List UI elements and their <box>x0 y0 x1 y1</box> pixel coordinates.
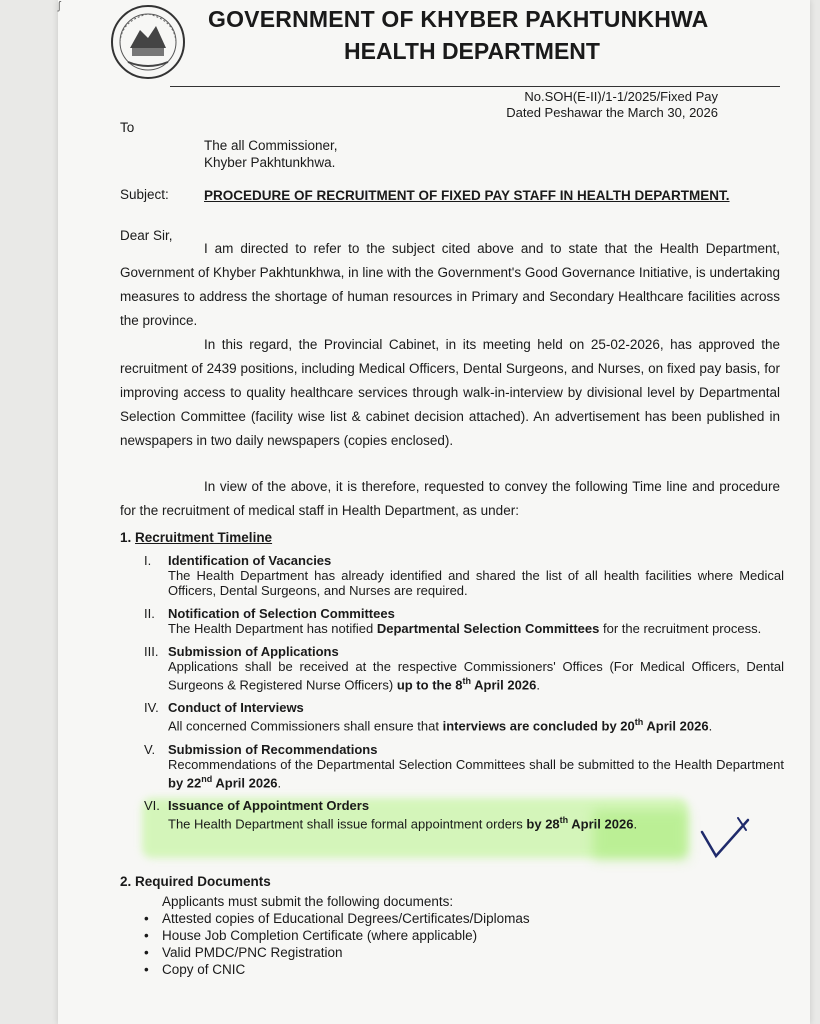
timeline-item <box>144 700 784 733</box>
corner-mark: ʃ <box>58 0 61 12</box>
item-title: Notification of Selection Committees <box>168 606 395 621</box>
item-numeral: II. <box>144 606 155 621</box>
item-text: Recommendations of the Departmental Selection Committees shall be submitted to the Health Department by 22nd April 2026. <box>168 756 784 790</box>
subject-text: PROCEDURE OF RECRUITMENT OF FIXED PAY STAFF IN HEALTH DEPARTMENT. <box>204 188 730 203</box>
addressee-line: Khyber Pakhtunkhwa. <box>204 155 336 170</box>
item-numeral: IV. <box>144 700 159 716</box>
item-numeral: III. <box>144 644 159 659</box>
pen-tick-icon <box>698 814 758 860</box>
reference-block <box>506 89 718 121</box>
item-text: Applications shall be received at the respective Commissioners' Offices (For Medical Officers, Dental Surgeons & Registered Nurse Officers) up to the 8th April 2026. <box>168 659 784 693</box>
timeline-item <box>144 742 784 790</box>
document-item: • Copy of CNIC <box>144 961 744 978</box>
item-title: Submission of Applications <box>168 644 339 659</box>
documents-list <box>144 893 744 978</box>
section-title: Required Documents <box>135 874 271 889</box>
section-number: 2. <box>120 874 132 889</box>
item-text: The Health Department has notified Departmental Selection Committees for the recruitment process. <box>168 621 762 636</box>
header-rule <box>170 86 780 87</box>
item-title: Submission of Recommendations <box>168 741 378 757</box>
item-title: Conduct of Interviews <box>168 700 304 716</box>
section-required-documents <box>120 874 271 889</box>
to-label: To <box>120 120 135 135</box>
paragraph-request: In view of the above, it is therefore, requested to convey the following Time line and procedure for the recruitment of medical staff in Health Department, as under: <box>120 479 780 518</box>
timeline-list <box>144 553 784 839</box>
section-recruitment-timeline <box>120 530 272 545</box>
section-title: Recruitment Timeline <box>135 530 273 545</box>
item-text: All concerned Commissioners shall ensure that interviews are concluded by 20th April 2026. <box>168 717 713 734</box>
section-number: 1. <box>120 530 132 545</box>
timeline-item <box>144 798 784 831</box>
paragraph-cabinet: In this regard, the Provincial Cabinet, in its meeting held on 25-02-2026, has approved the recruitment of 2439 positions, including Medical Officers, Dental Surgeons, and Nurses, on fixed pay basis, for improving access to quality healthcare services through walk-in-interview by divisional level by Departmental Selection Committee (facility wise list & cabinet decision attached). An advertisement has been published in newspapers in two daily newspapers (copies enclosed). <box>120 337 780 448</box>
header-department: HEALTH DEPARTMENT <box>344 38 600 64</box>
documents-intro: Applicants must submit the following documents: <box>162 894 454 909</box>
item-numeral: VI. <box>144 797 160 813</box>
item-numeral: V. <box>144 741 156 757</box>
item-numeral: I. <box>144 553 152 568</box>
government-seal-icon <box>110 4 186 80</box>
document-item: • Attested copies of Educational Degrees/Certificates/Diplomas <box>144 910 744 927</box>
item-text: The Health Department has already identified and shared the list of all health facilities where Medical Officers, Dental Surgeons, and Nurses are required. <box>168 568 784 598</box>
reference-number: No.SOH(E-II)/1-1/2025/Fixed Pay <box>524 89 718 104</box>
subject-label: Subject: <box>120 187 169 202</box>
timeline-item <box>144 644 784 692</box>
document-item: • House Job Completion Certificate (where applicable) <box>144 927 744 944</box>
timeline-item <box>144 553 784 598</box>
header-government: GOVERNMENT OF KHYBER PAKHTUNKHWA <box>208 6 709 32</box>
document-item: • Valid PMDC/PNC Registration <box>144 944 744 961</box>
letter-page <box>58 0 810 1024</box>
addressee-line: The all Commissioner, <box>204 138 338 153</box>
reference-date: Dated Peshawar the March 30, 2026 <box>506 105 718 120</box>
timeline-item <box>144 606 784 636</box>
addressee <box>204 137 338 171</box>
item-title: Identification of Vacancies <box>168 553 332 568</box>
paragraph-intro: I am directed to refer to the subject cited above and to state that the Health Department, Government of Khyber Pakhtunkhwa, in line with the Government's Good Governance Initiative, is undertaking measures to address the shortage of human resources in Primary and Secondary Healthcare facilities across the province. <box>120 241 780 328</box>
salutation: Dear Sir, <box>120 228 173 243</box>
item-text: The Health Department shall issue formal appointment orders by 28th April 2026. <box>168 814 638 832</box>
item-title: Issuance of Appointment Orders <box>168 797 370 813</box>
